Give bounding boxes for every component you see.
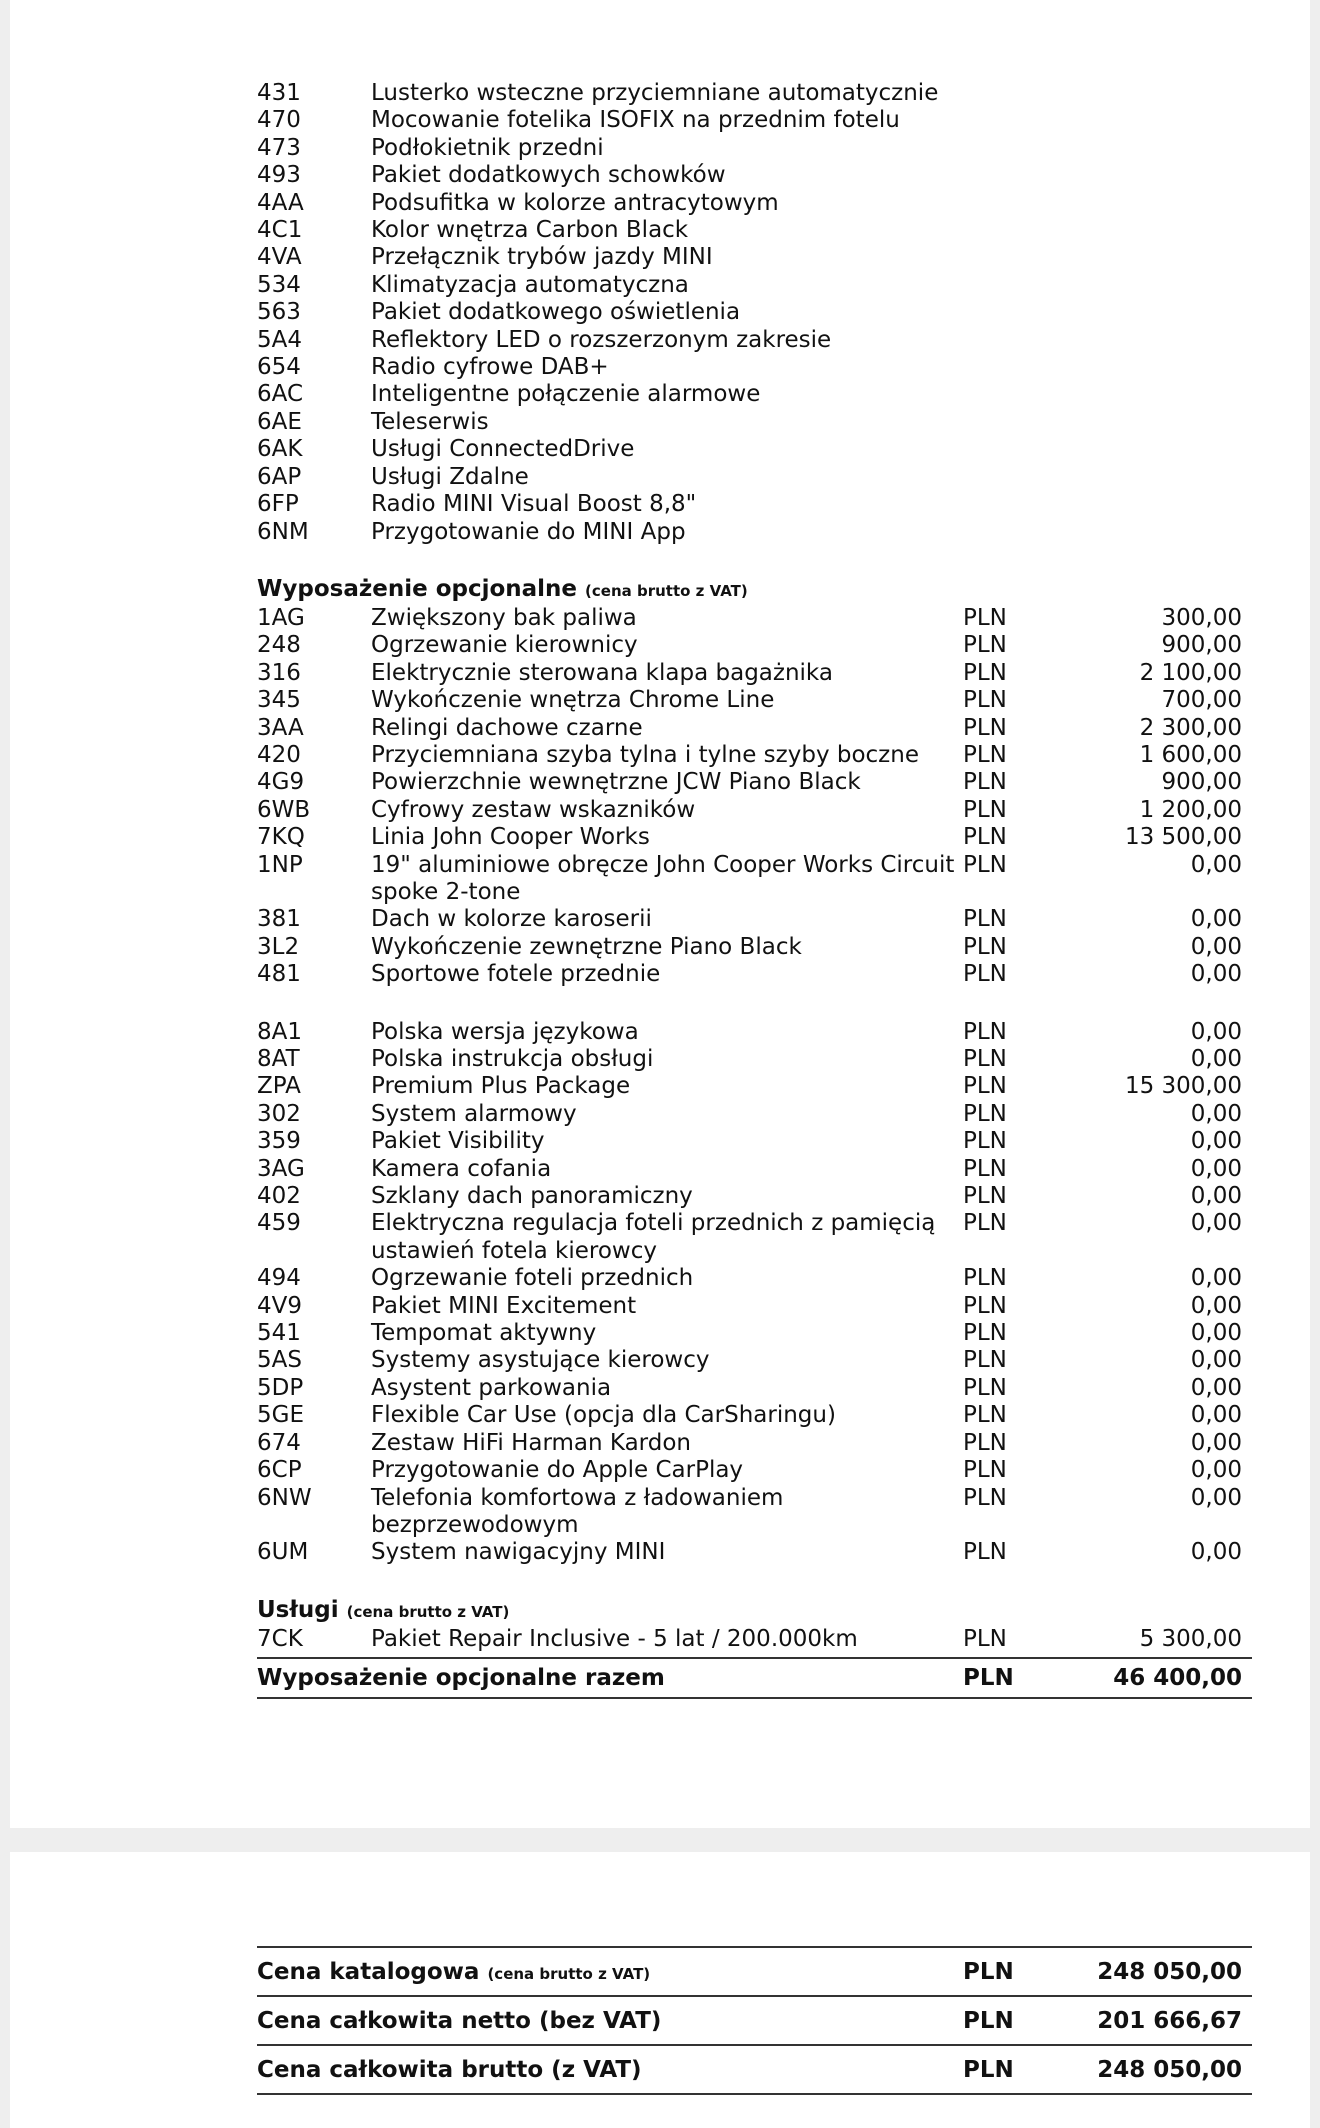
item-description: Polska wersja językowa <box>371 1018 639 1045</box>
item-currency: PLN <box>963 1539 1007 1566</box>
item-description: System alarmowy <box>371 1100 577 1127</box>
item-description: Pakiet MINI Excitement <box>371 1292 637 1319</box>
item-price: 0,00 <box>1190 1046 1242 1072</box>
optional-total-price: 46 400,00 <box>1113 1665 1242 1692</box>
optional-item-row <box>257 852 1252 907</box>
standard-item-row <box>257 190 1252 217</box>
optional-section-title: Wyposażenie opcjonalne <box>257 575 578 602</box>
item-description: Asystent parkowania <box>371 1374 612 1401</box>
item-description: Powierzchnie wewnętrzne JCW Piano Black <box>371 769 861 796</box>
item-price: 0,00 <box>1190 1210 1242 1237</box>
item-code: 6AK <box>257 436 303 463</box>
item-description: Teleserwis <box>371 408 489 435</box>
optional-item-row <box>257 605 1252 632</box>
item-currency: PLN <box>963 741 1007 768</box>
item-description: Tempomat aktywny <box>371 1320 597 1347</box>
item-description: Inteligentne połączenie alarmowe <box>371 381 761 408</box>
item-currency: PLN <box>963 1046 1007 1072</box>
item-price: 0,00 <box>1190 1100 1242 1127</box>
optional-item-row <box>257 1128 1252 1155</box>
item-price: 0,00 <box>1190 1183 1242 1210</box>
item-price: 2 300,00 <box>1139 714 1242 741</box>
item-currency: PLN <box>963 1320 1007 1347</box>
services-list <box>257 1626 1252 1653</box>
standard-item-row <box>257 107 1252 134</box>
item-code: 3AG <box>257 1155 305 1182</box>
item-code: 402 <box>257 1183 301 1210</box>
item-code: 6FP <box>257 491 299 518</box>
item-description: Szklany dach panoramiczny <box>371 1183 693 1210</box>
optional-item-row <box>257 632 1252 659</box>
item-description: Radio MINI Visual Boost 8,8" <box>371 491 697 518</box>
item-currency: PLN <box>963 1183 1007 1210</box>
item-price: 0,00 <box>1190 1018 1242 1045</box>
item-code: 3AA <box>257 714 304 741</box>
item-description: Wykończenie zewnętrzne Piano Black <box>371 933 802 960</box>
item-currency: PLN <box>963 1374 1007 1401</box>
optional-item-row <box>257 934 1252 961</box>
optional-item-row <box>257 1293 1252 1320</box>
document-page-1 <box>10 0 1310 1828</box>
item-description: Ogrzewanie kierownicy <box>371 632 638 659</box>
item-description: Relingi dachowe czarne <box>371 714 643 741</box>
item-code: 4AA <box>257 189 304 216</box>
item-currency: PLN <box>963 1292 1007 1319</box>
item-code: 6AC <box>257 381 304 408</box>
item-description: Przełącznik trybów jazdy MINI <box>371 244 713 271</box>
item-description: Linia John Cooper Works <box>371 824 650 851</box>
item-currency: PLN <box>963 769 1007 796</box>
item-currency: PLN <box>963 1210 1007 1237</box>
item-description: Pakiet Repair Inclusive - 5 lat / 200.000km <box>371 1625 858 1652</box>
item-description: Polska instrukcja obsługi <box>371 1046 654 1072</box>
item-code: 316 <box>257 659 301 686</box>
item-currency: PLN <box>963 1347 1007 1374</box>
standard-item-row <box>257 354 1252 381</box>
standard-item-row <box>257 135 1252 162</box>
item-price: 0,00 <box>1190 1374 1242 1401</box>
optional-item-row <box>257 1485 1252 1540</box>
item-code: 420 <box>257 741 301 768</box>
item-price: 700,00 <box>1161 687 1242 714</box>
item-code: 8A1 <box>257 1018 303 1045</box>
item-description: Przygotowanie do MINI App <box>371 518 686 545</box>
item-description: Podłokietnik przedni <box>371 134 604 161</box>
optional-item-row <box>257 1073 1252 1100</box>
item-currency: PLN <box>963 1100 1007 1127</box>
item-code: 8AT <box>257 1046 300 1072</box>
gross-price-value: 248 050,00 <box>1097 2056 1242 2083</box>
item-code: 3L2 <box>257 933 300 960</box>
item-currency: PLN <box>963 659 1007 686</box>
item-description: Usługi ConnectedDrive <box>371 436 635 463</box>
item-currency: PLN <box>963 714 1007 741</box>
item-currency: PLN <box>963 1265 1007 1292</box>
catalog-price-note: (cena brutto z VAT) <box>487 1964 651 1983</box>
optional-item-row <box>257 1019 1252 1046</box>
item-price: 13 500,00 <box>1124 824 1242 851</box>
standard-item-row <box>257 436 1252 463</box>
item-description: Zestaw HiFi Harman Kardon <box>371 1429 691 1456</box>
optional-item-row <box>257 906 1252 933</box>
item-code: 5DP <box>257 1374 304 1401</box>
item-description: Przygotowanie do Apple CarPlay <box>371 1457 744 1484</box>
item-price: 0,00 <box>1190 1539 1242 1566</box>
item-code: 5AS <box>257 1347 302 1374</box>
optional-item-row <box>257 1156 1252 1183</box>
item-code: 4G9 <box>257 769 305 796</box>
optional-section-heading <box>257 576 1252 605</box>
item-price: 0,00 <box>1190 1402 1242 1429</box>
item-code: 4VA <box>257 244 302 271</box>
item-code: 5GE <box>257 1402 304 1429</box>
standard-item-row <box>257 519 1252 546</box>
optional-section-note: (cena brutto z VAT) <box>585 581 748 600</box>
standard-item-row <box>257 299 1252 326</box>
item-code: 563 <box>257 299 301 326</box>
item-code: 674 <box>257 1429 301 1456</box>
standard-item-row <box>257 244 1252 271</box>
standard-item-row <box>257 162 1252 189</box>
item-description: Elektrycznie sterowana klapa bagażnika <box>371 659 833 686</box>
item-price: 0,00 <box>1190 1292 1242 1319</box>
optional-item-row <box>257 742 1252 769</box>
item-description: Pakiet dodatkowego oświetlenia <box>371 299 741 326</box>
item-price: 0,00 <box>1190 851 1242 878</box>
item-code: 493 <box>257 162 301 189</box>
item-code: 541 <box>257 1320 301 1347</box>
item-currency: PLN <box>963 1625 1007 1652</box>
gross-price-currency: PLN <box>963 2056 1014 2083</box>
item-currency: PLN <box>963 687 1007 714</box>
optional-total-label: Wyposażenie opcjonalne razem <box>257 1665 665 1692</box>
optional-item-row <box>257 660 1252 687</box>
catalog-price-currency: PLN <box>963 1958 1014 1985</box>
catalog-price-label: Cena katalogowa <box>257 1958 480 1985</box>
item-currency: PLN <box>963 906 1007 933</box>
item-currency: PLN <box>963 632 1007 659</box>
item-code: 6AP <box>257 463 302 490</box>
item-code: 248 <box>257 632 301 659</box>
services-section-heading <box>257 1597 1252 1626</box>
item-description: Lusterko wsteczne przyciemniane automatycznie <box>371 80 939 106</box>
item-description: 19" aluminiowe obręcze John Cooper Works Circuit spoke 2-tone <box>371 851 955 905</box>
item-code: 6WB <box>257 796 311 823</box>
services-section-note: (cena brutto z VAT) <box>346 1602 510 1621</box>
item-price: 5 300,00 <box>1139 1625 1242 1652</box>
item-code: 6CP <box>257 1457 302 1484</box>
item-currency: PLN <box>963 796 1007 823</box>
item-description: Wykończenie wnętrza Chrome Line <box>371 687 775 714</box>
item-currency: PLN <box>963 1484 1007 1511</box>
item-currency: PLN <box>963 1402 1007 1429</box>
item-code: 494 <box>257 1265 301 1292</box>
item-price: 0,00 <box>1190 1320 1242 1347</box>
item-description: Pakiet dodatkowych schowków <box>371 162 726 189</box>
optional-item-row <box>257 769 1252 796</box>
item-description: Klimatyzacja automatyczna <box>371 271 689 298</box>
item-price: 0,00 <box>1190 933 1242 960</box>
net-price-row <box>257 1995 1252 2044</box>
item-description: Przyciemniana szyba tylna i tylne szyby boczne <box>371 741 919 768</box>
item-price: 900,00 <box>1161 632 1242 659</box>
optional-item-row <box>257 961 1252 988</box>
optional-item-row <box>257 1430 1252 1457</box>
item-description: Dach w kolorze karoserii <box>371 906 652 933</box>
item-price: 0,00 <box>1190 1128 1242 1155</box>
item-code: 7CK <box>257 1625 303 1652</box>
item-currency: PLN <box>963 1457 1007 1484</box>
optional-total-currency: PLN <box>963 1665 1014 1692</box>
item-code: 302 <box>257 1100 301 1127</box>
item-price: 300,00 <box>1161 604 1242 631</box>
item-code: 1NP <box>257 851 303 878</box>
item-description: Flexible Car Use (opcja dla CarSharingu) <box>371 1402 836 1429</box>
optional-item-row <box>257 797 1252 824</box>
services-section-title: Usługi <box>257 1596 339 1623</box>
price-summary <box>257 1946 1252 2095</box>
standard-item-row <box>257 381 1252 408</box>
item-description: Ogrzewanie foteli przednich <box>371 1265 694 1292</box>
item-price: 0,00 <box>1190 961 1242 988</box>
item-code: 4V9 <box>257 1292 303 1319</box>
item-code: 470 <box>257 107 301 134</box>
optional-item-row <box>257 824 1252 851</box>
catalog-price-value: 248 050,00 <box>1097 1958 1242 1985</box>
item-code: 6NM <box>257 518 309 545</box>
item-description: Kolor wnętrza Carbon Black <box>371 217 689 244</box>
item-price: 1 200,00 <box>1139 796 1242 823</box>
item-code: 4C1 <box>257 217 303 244</box>
item-code: 6AE <box>257 408 302 435</box>
item-code: 5A4 <box>257 326 303 353</box>
item-code: 1AG <box>257 604 305 631</box>
standard-item-row <box>257 409 1252 436</box>
standard-equipment-list <box>257 80 1252 546</box>
item-price: 0,00 <box>1190 906 1242 933</box>
standard-item-row <box>257 464 1252 491</box>
item-currency: PLN <box>963 1155 1007 1182</box>
optional-equipment-group <box>257 1019 1252 1567</box>
item-description: Podsufitka w kolorze antracytowym <box>371 189 779 216</box>
item-code: 473 <box>257 134 301 161</box>
item-currency: PLN <box>963 1018 1007 1045</box>
optional-item-row <box>257 1046 1252 1073</box>
item-price: 0,00 <box>1190 1429 1242 1456</box>
item-price: 0,00 <box>1190 1457 1242 1484</box>
item-price: 0,00 <box>1190 1484 1242 1511</box>
item-code: 6NW <box>257 1484 312 1511</box>
item-currency: PLN <box>963 1429 1007 1456</box>
optional-item-row <box>257 1457 1252 1484</box>
item-price: 2 100,00 <box>1139 659 1242 686</box>
item-currency: PLN <box>963 961 1007 988</box>
optional-item-row <box>257 1402 1252 1429</box>
net-price-label: Cena całkowita netto (bez VAT) <box>257 2007 662 2034</box>
optional-equipment-group <box>257 605 1252 989</box>
optional-item-row <box>257 1265 1252 1292</box>
optional-item-row <box>257 687 1252 714</box>
service-item-row <box>257 1626 1252 1653</box>
optional-item-row <box>257 1101 1252 1128</box>
standard-item-row <box>257 272 1252 299</box>
item-code: 345 <box>257 687 301 714</box>
item-price: 0,00 <box>1190 1265 1242 1292</box>
gross-price-row <box>257 2044 1252 2095</box>
item-description: Zwiększony bak paliwa <box>371 604 637 631</box>
document-page-2 <box>10 1852 1310 2128</box>
item-code: 654 <box>257 354 301 381</box>
standard-item-row <box>257 217 1252 244</box>
item-description: Pakiet Visibility <box>371 1128 545 1155</box>
item-description: Usługi Zdalne <box>371 463 529 490</box>
equipment-list <box>257 80 1252 1699</box>
item-code: ZPA <box>257 1073 301 1100</box>
item-code: 534 <box>257 271 301 298</box>
item-description: Systemy asystujące kierowcy <box>371 1347 710 1374</box>
item-description: Kamera cofania <box>371 1155 552 1182</box>
item-code: 459 <box>257 1210 301 1237</box>
item-currency: PLN <box>963 824 1007 851</box>
optional-item-row <box>257 1183 1252 1210</box>
item-price: 900,00 <box>1161 769 1242 796</box>
optional-item-row <box>257 1539 1252 1566</box>
item-currency: PLN <box>963 1128 1007 1155</box>
optional-item-row <box>257 1320 1252 1347</box>
catalog-price-row <box>257 1946 1252 1995</box>
item-code: 481 <box>257 961 301 988</box>
optional-item-row <box>257 1347 1252 1374</box>
net-price-currency: PLN <box>963 2007 1014 2034</box>
standard-item-row <box>257 327 1252 354</box>
item-currency: PLN <box>963 851 1007 878</box>
item-description: Cyfrowy zestaw wskazników <box>371 796 696 823</box>
optional-total-row <box>257 1657 1252 1699</box>
item-code: 359 <box>257 1128 301 1155</box>
item-description: Elektryczna regulacja foteli przednich z pamięcią ustawień fotela kierowcy <box>371 1210 936 1264</box>
item-description: System nawigacyjny MINI <box>371 1539 666 1566</box>
item-description: Mocowanie fotelika ISOFIX na przednim fotelu <box>371 107 900 134</box>
item-description: Reflektory LED o rozszerzonym zakresie <box>371 326 832 353</box>
net-price-value: 201 666,67 <box>1097 2007 1242 2034</box>
gross-price-label: Cena całkowita brutto (z VAT) <box>257 2056 642 2083</box>
item-price: 15 300,00 <box>1124 1073 1242 1100</box>
item-code: 6UM <box>257 1539 309 1566</box>
item-currency: PLN <box>963 933 1007 960</box>
item-currency: PLN <box>963 604 1007 631</box>
optional-item-row <box>257 1210 1252 1265</box>
standard-item-row <box>257 80 1252 107</box>
item-code: 431 <box>257 80 301 106</box>
item-description: Premium Plus Package <box>371 1073 631 1100</box>
optional-item-row <box>257 1375 1252 1402</box>
item-description: Sportowe fotele przednie <box>371 961 661 988</box>
item-price: 0,00 <box>1190 1155 1242 1182</box>
optional-item-row <box>257 715 1252 742</box>
item-price: 1 600,00 <box>1139 741 1242 768</box>
item-code: 381 <box>257 906 301 933</box>
item-currency: PLN <box>963 1073 1007 1100</box>
standard-item-row <box>257 491 1252 518</box>
item-description: Radio cyfrowe DAB+ <box>371 354 609 381</box>
item-description: Telefonia komfortowa z ładowaniem bezprzewodowym <box>371 1484 784 1538</box>
item-code: 7KQ <box>257 824 305 851</box>
item-price: 0,00 <box>1190 1347 1242 1374</box>
